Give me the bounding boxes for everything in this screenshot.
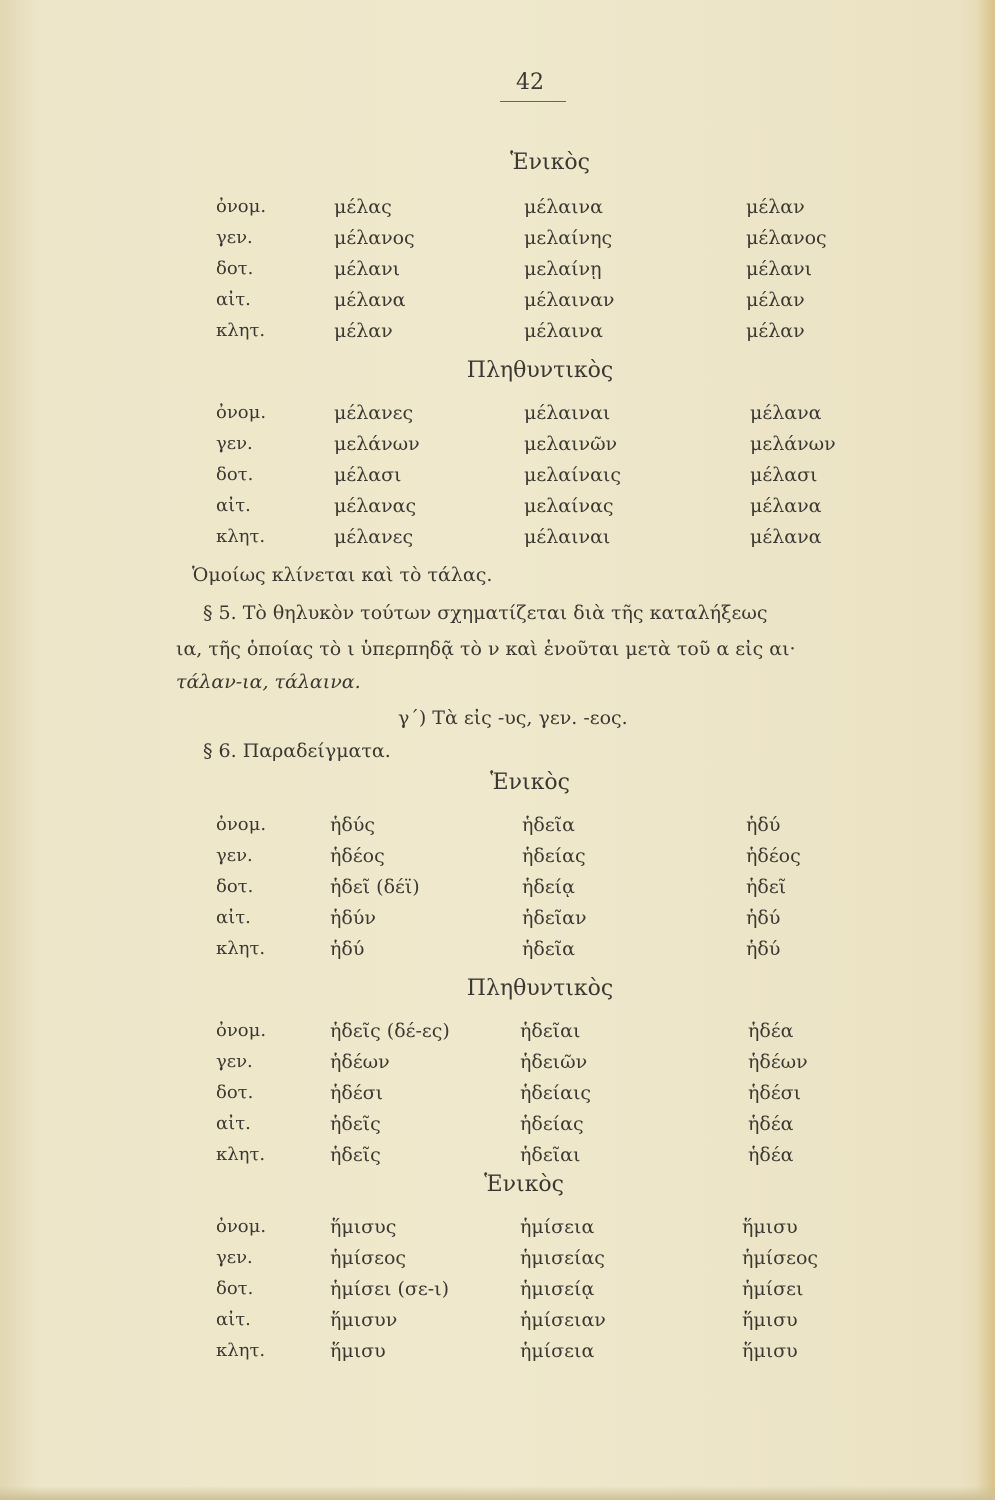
case-label: κλητ. [216, 1340, 266, 1361]
form-feminine: μέλαινα [524, 320, 603, 342]
form-neuter: ἥμισυ [742, 1216, 798, 1238]
form-neuter: ἡδέα [748, 1144, 794, 1166]
case-label: ὀνομ. [216, 1020, 267, 1041]
form-masculine: μέλανες [334, 526, 414, 548]
form-feminine: ἡμίσειαν [520, 1309, 606, 1331]
case-label: γεν. [216, 1247, 253, 1268]
case-label: αἰτ. [216, 495, 251, 516]
form-feminine: ἡδεῖαι [520, 1020, 581, 1042]
form-feminine: ἡδείαις [520, 1082, 592, 1104]
form-masculine: ἡδέος [330, 845, 385, 867]
case-label: γεν. [216, 227, 253, 248]
form-neuter: ἡδέος [746, 845, 801, 867]
form-feminine: μελαίνης [524, 227, 613, 249]
form-masculine: μέλασι [334, 464, 402, 486]
section-6: § 6. Παραδείγματα. [203, 740, 391, 762]
form-neuter: μέλανα [750, 495, 822, 517]
case-label: κλητ. [216, 938, 266, 959]
form-masculine: μέλανα [334, 289, 406, 311]
page-bottom-shadow [0, 1486, 995, 1500]
form-feminine: μέλαιναι [524, 402, 611, 424]
form-feminine: μελαίναις [524, 464, 621, 486]
form-masculine: ἥμισυς [330, 1216, 397, 1238]
form-masculine: ἥμισυν [330, 1309, 398, 1331]
case-label: κλητ. [216, 320, 266, 341]
form-neuter: ἥμισυ [742, 1340, 798, 1362]
note-omoios: Ὁμοίως κλίνεται καὶ τὸ τάλας. [192, 564, 493, 586]
heading-plural: Πληθυντικὸς [466, 976, 614, 1001]
form-feminine: μελαίνῃ [524, 258, 602, 280]
form-feminine: μέλαιναν [524, 289, 615, 311]
page-number-rule [500, 101, 566, 102]
form-masculine: ἡδύς [330, 814, 376, 836]
form-masculine: ἡδεῖς (δέ-ες) [330, 1020, 450, 1042]
form-masculine: ἡδύν [330, 907, 376, 929]
form-feminine: ἡμίσεια [520, 1340, 595, 1362]
form-neuter: μέλανος [746, 227, 827, 249]
form-neuter: ἡδέσι [748, 1082, 802, 1104]
form-masculine: ἡμίσει (σε-ι) [330, 1278, 449, 1300]
case-label: γεν. [216, 845, 253, 866]
form-masculine: ἡδεῖς [330, 1113, 381, 1135]
case-label: δοτ. [216, 876, 254, 897]
form-masculine: ἡδεῖ (δέϊ) [330, 876, 420, 898]
form-neuter: ἥμισυ [742, 1309, 798, 1331]
case-label: αἰτ. [216, 1309, 251, 1330]
case-label: γεν. [216, 1051, 253, 1072]
form-feminine: ἡδείας [522, 845, 586, 867]
form-masculine: μελάνων [334, 433, 420, 455]
case-label: δοτ. [216, 1278, 254, 1299]
form-masculine: μέλανος [334, 227, 415, 249]
form-neuter: μελάνων [750, 433, 836, 455]
case-label: δοτ. [216, 1082, 254, 1103]
form-neuter: ἡδέα [748, 1113, 794, 1135]
case-label: δοτ. [216, 258, 254, 279]
case-label: αἰτ. [216, 289, 251, 310]
case-label: αἰτ. [216, 1113, 251, 1134]
heading-singular: Ἑνικὸς [490, 770, 570, 795]
form-feminine: ἡδεῖαι [520, 1144, 581, 1166]
form-masculine: ἡδεῖς [330, 1144, 381, 1166]
form-neuter: μέλανι [746, 258, 813, 280]
form-neuter: μέλαν [746, 289, 805, 311]
page-number: 42 [516, 70, 544, 95]
case-label: ὀνομ. [216, 196, 267, 217]
case-label: κλητ. [216, 526, 266, 547]
form-neuter: μέλαν [746, 196, 805, 218]
form-neuter: μέλαν [746, 320, 805, 342]
form-feminine: ἡμισείας [520, 1247, 605, 1269]
form-feminine: ἡμίσεια [520, 1216, 595, 1238]
form-masculine: ἡδέων [330, 1051, 390, 1073]
form-neuter: ἡμίσει [742, 1278, 804, 1300]
heading-singular: Ἑνικὸς [510, 150, 590, 175]
form-neuter: ἡδύ [746, 938, 781, 960]
form-feminine: μελαινῶν [524, 433, 618, 455]
form-neuter: ἡδύ [746, 907, 781, 929]
form-feminine: ἡδεῖα [522, 814, 575, 836]
case-label: ὀνομ. [216, 1216, 267, 1237]
form-neuter: ἡδύ [746, 814, 781, 836]
form-neuter: μέλανα [750, 402, 822, 424]
section-5-line-1: § 5. Τὸ θηλυκὸν τούτων σχηματίζεται διὰ τῆς καταλήξεως [203, 602, 768, 624]
form-neuter: μέλανα [750, 526, 822, 548]
form-feminine: ἡμισείᾳ [520, 1278, 595, 1300]
form-masculine: μέλαν [334, 320, 393, 342]
form-neuter: ἡδεῖ [746, 876, 787, 898]
case-label: ὀνομ. [216, 814, 267, 835]
case-label: κλητ. [216, 1144, 266, 1165]
form-feminine: μελαίνας [524, 495, 614, 517]
form-masculine: μέλανες [334, 402, 414, 424]
case-label: ὀνομ. [216, 402, 267, 423]
form-feminine: ἡδεῖα [522, 938, 575, 960]
form-feminine: ἡδεῖαν [522, 907, 587, 929]
heading-singular: Ἑνικὸς [484, 1172, 564, 1197]
form-masculine: μέλανας [334, 495, 417, 517]
form-neuter: ἡδέων [748, 1051, 808, 1073]
form-masculine: ἡμίσεος [330, 1247, 407, 1269]
form-neuter: ἡμίσεος [742, 1247, 819, 1269]
form-masculine: μέλας [334, 196, 392, 218]
heading-plural: Πληθυντικὸς [466, 358, 614, 383]
page-edge-shadow [977, 0, 995, 1500]
form-neuter: ἡδέα [748, 1020, 794, 1042]
form-feminine: μέλαινα [524, 196, 603, 218]
section-5-line-2: ια, τῆς ὁποίας τὸ ι ὑπερπηδᾷ τὸ ν καὶ ἑνοῦται μετὰ τοῦ α εἰς αι· [176, 638, 796, 660]
form-masculine: ἥμισυ [330, 1340, 386, 1362]
case-label: αἰτ. [216, 907, 251, 928]
form-masculine: ἡδέσι [330, 1082, 384, 1104]
section-5-line-3: τάλαν-ια, τάλαινα. [176, 671, 361, 693]
form-feminine: ἡδείᾳ [522, 876, 575, 898]
case-label: δοτ. [216, 464, 254, 485]
case-label: γεν. [216, 433, 253, 454]
form-masculine: μέλανι [334, 258, 401, 280]
form-feminine: ἡδείας [520, 1113, 584, 1135]
subsection-gamma: γ΄) Τὰ εἰς -υς, γεν. -εος. [398, 707, 628, 729]
form-neuter: μέλασι [750, 464, 818, 486]
form-masculine: ἡδύ [330, 938, 365, 960]
form-feminine: ἡδειῶν [520, 1051, 588, 1073]
form-feminine: μέλαιναι [524, 526, 611, 548]
